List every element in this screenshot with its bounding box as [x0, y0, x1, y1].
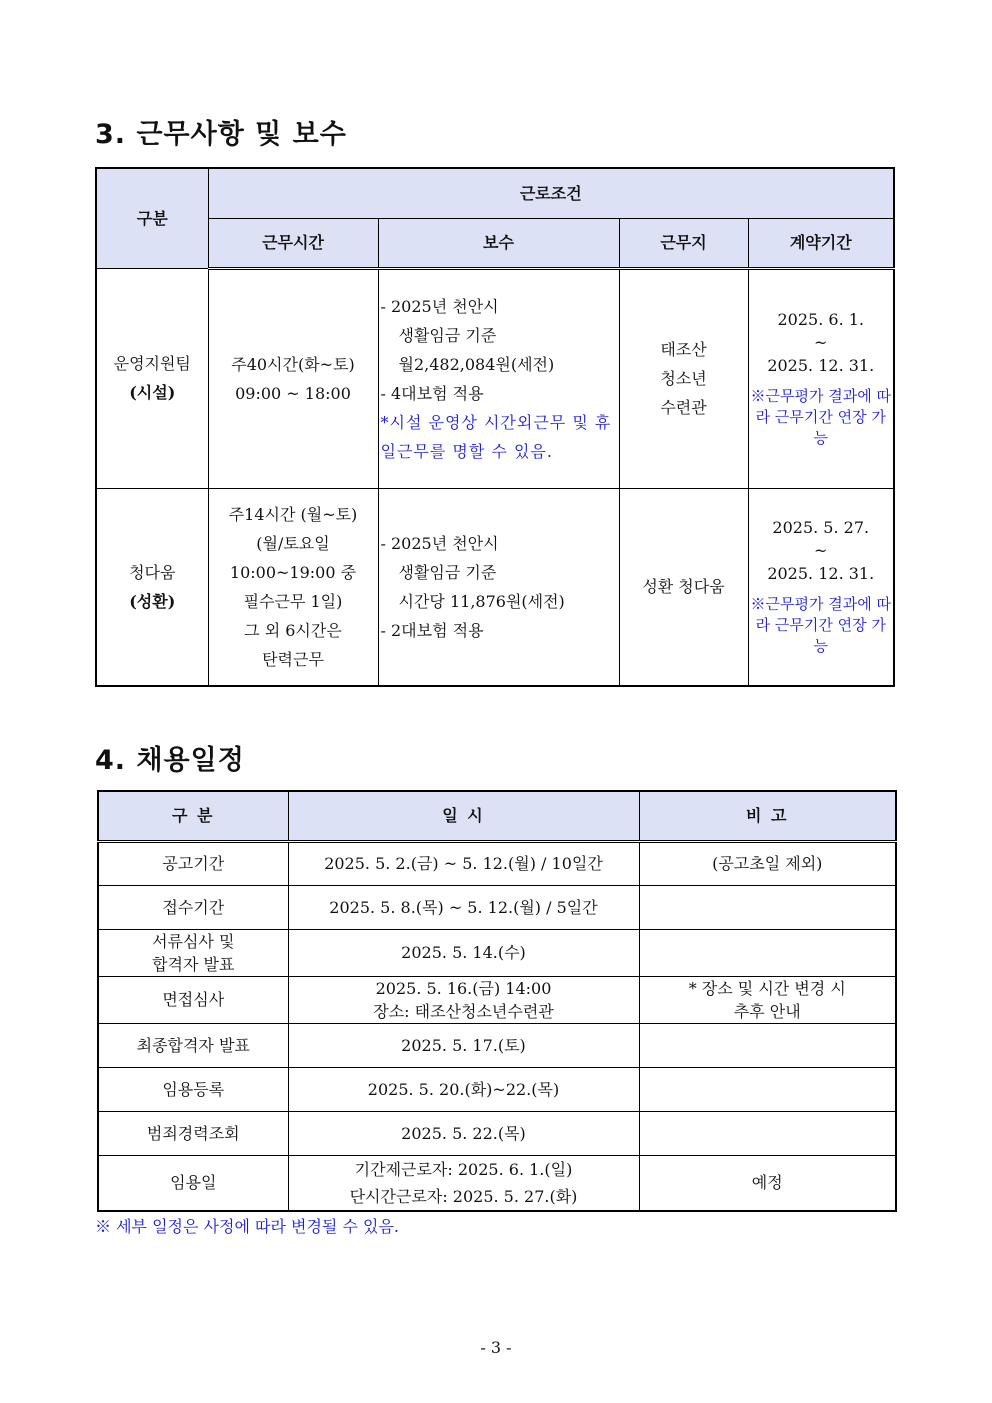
period-end: 2025. 12. 31. — [767, 356, 875, 375]
header-period: 계약기간 — [748, 218, 894, 268]
hours-line: 필수근무 1일) — [243, 591, 343, 611]
schedule-remark: * 장소 및 시간 변경 시 — [688, 978, 846, 998]
header-category: 구분 — [96, 168, 208, 268]
location-line: 성환 청다움 — [642, 577, 725, 597]
schedule-remark: 예정 — [639, 1155, 896, 1211]
schedule-label: 서류심사 및 — [152, 931, 235, 951]
schedule-remark — [639, 1111, 896, 1155]
page-number: - 3 - — [480, 1338, 512, 1357]
work-conditions-table — [95, 167, 895, 687]
table-row — [98, 1111, 896, 1155]
schedule-date: 2025. 5. 22.(목) — [288, 1111, 639, 1155]
schedule-date: 기간제근로자: 2025. 6. 1.(일) — [354, 1159, 573, 1179]
table-row — [98, 976, 896, 1023]
table-row — [96, 268, 894, 488]
pay-line: - 2대보험 적용 — [380, 620, 484, 640]
header-conditions: 근로조건 — [208, 168, 894, 218]
header-hours: 근무시간 — [208, 218, 378, 268]
hours-line: 주40시간(화~토) — [231, 354, 355, 374]
hours-line: 09:00 ~ 18:00 — [235, 383, 351, 403]
schedule-date: 2025. 5. 16.(금) 14:00 — [375, 978, 552, 998]
team-site: (시설) — [129, 383, 176, 402]
hours-line: 그 외 6시간은 — [244, 620, 342, 640]
schedule-remark — [639, 1067, 896, 1111]
pay-line: 생활임금 기준 — [398, 562, 497, 582]
header-category: 구 분 — [98, 791, 288, 841]
schedule-date: 단시간근로자: 2025. 5. 27.(화) — [349, 1186, 578, 1206]
team-name: 청다움 — [129, 562, 176, 582]
schedule-label: 면접심사 — [98, 976, 288, 1023]
schedule-footnote: ※ 세부 일정은 사정에 따라 변경될 수 있음. — [95, 1217, 399, 1236]
schedule-label: 최종합격자 발표 — [98, 1023, 288, 1067]
period-end: 2025. 12. 31. — [767, 564, 875, 584]
schedule-remark: (공고초일 제외) — [639, 841, 896, 885]
table-row — [98, 1067, 896, 1111]
header-pay: 보수 — [378, 218, 619, 268]
schedule-remark — [639, 929, 896, 976]
section3-title: 3. 근무사항 및 보수 — [95, 119, 347, 150]
table-row — [98, 1023, 896, 1067]
pay-line: - 4대보험 적용 — [380, 383, 484, 403]
schedule-remark — [639, 1023, 896, 1067]
pay-note: *시설 운영상 시간외근무 및 휴일근무를 명할 수 있음. — [380, 412, 612, 461]
pay-line: 월2,482,084원(세전) — [398, 354, 555, 374]
schedule-date: 2025. 5. 2.(금) ~ 5. 12.(월) / 10일간 — [288, 841, 639, 885]
team-site: (성환) — [129, 591, 176, 611]
schedule-label: 임용등록 — [98, 1067, 288, 1111]
period-tilde: ~ — [814, 541, 828, 561]
hours-line: 탄력근무 — [262, 649, 324, 669]
header-remark: 비 고 — [639, 791, 896, 841]
schedule-date: 2025. 5. 17.(토) — [288, 1023, 639, 1067]
header-datetime: 일 시 — [288, 791, 639, 841]
table-row — [98, 1155, 896, 1211]
location-line: 청소년 — [660, 369, 707, 388]
table-row — [98, 885, 896, 929]
period-start: 2025. 5. 27. — [772, 518, 870, 538]
section4-title: 4. 채용일정 — [95, 745, 245, 776]
pay-line: - 2025년 천안시 — [380, 533, 499, 553]
schedule-place: 장소: 태조산청소년수련관 — [373, 1001, 554, 1021]
hours-line: 주14시간 (월~토) — [228, 504, 358, 524]
team-name: 운영지원팀 — [113, 354, 191, 373]
schedule-label: 합격자 발표 — [152, 954, 235, 974]
schedule-label: 범죄경력조회 — [98, 1111, 288, 1155]
schedule-date: 2025. 5. 20.(화)~22.(목) — [288, 1067, 639, 1111]
schedule-remark — [639, 885, 896, 929]
period-start: 2025. 6. 1. — [777, 310, 865, 329]
header-location: 근무지 — [619, 218, 748, 268]
schedule-label: 임용일 — [98, 1155, 288, 1211]
location-line: 수련관 — [660, 398, 707, 417]
pay-line: 생활임금 기준 — [398, 325, 497, 345]
hours-line: (월/토요일 — [256, 533, 330, 553]
period-note: ※근무평가 결과에 따라 근무기간 연장 가능 — [750, 387, 891, 447]
schedule-table — [97, 790, 897, 1212]
hours-line: 10:00~19:00 중 — [229, 562, 357, 582]
table-row — [96, 488, 894, 686]
table-row — [98, 841, 896, 885]
schedule-date: 2025. 5. 8.(목) ~ 5. 12.(월) / 5일간 — [288, 885, 639, 929]
schedule-label: 공고기간 — [98, 841, 288, 885]
pay-line: 시간당 11,876원(세전) — [398, 591, 565, 611]
pay-line: - 2025년 천안시 — [380, 296, 499, 316]
period-note: ※근무평가 결과에 따라 근무기간 연장 가능 — [750, 595, 891, 656]
location-line: 태조산 — [660, 340, 707, 359]
schedule-date: 2025. 5. 14.(수) — [288, 929, 639, 976]
schedule-remark: 추후 안내 — [733, 1001, 801, 1021]
period-tilde: ~ — [814, 333, 828, 352]
table-row — [98, 929, 896, 976]
schedule-label: 접수기간 — [98, 885, 288, 929]
